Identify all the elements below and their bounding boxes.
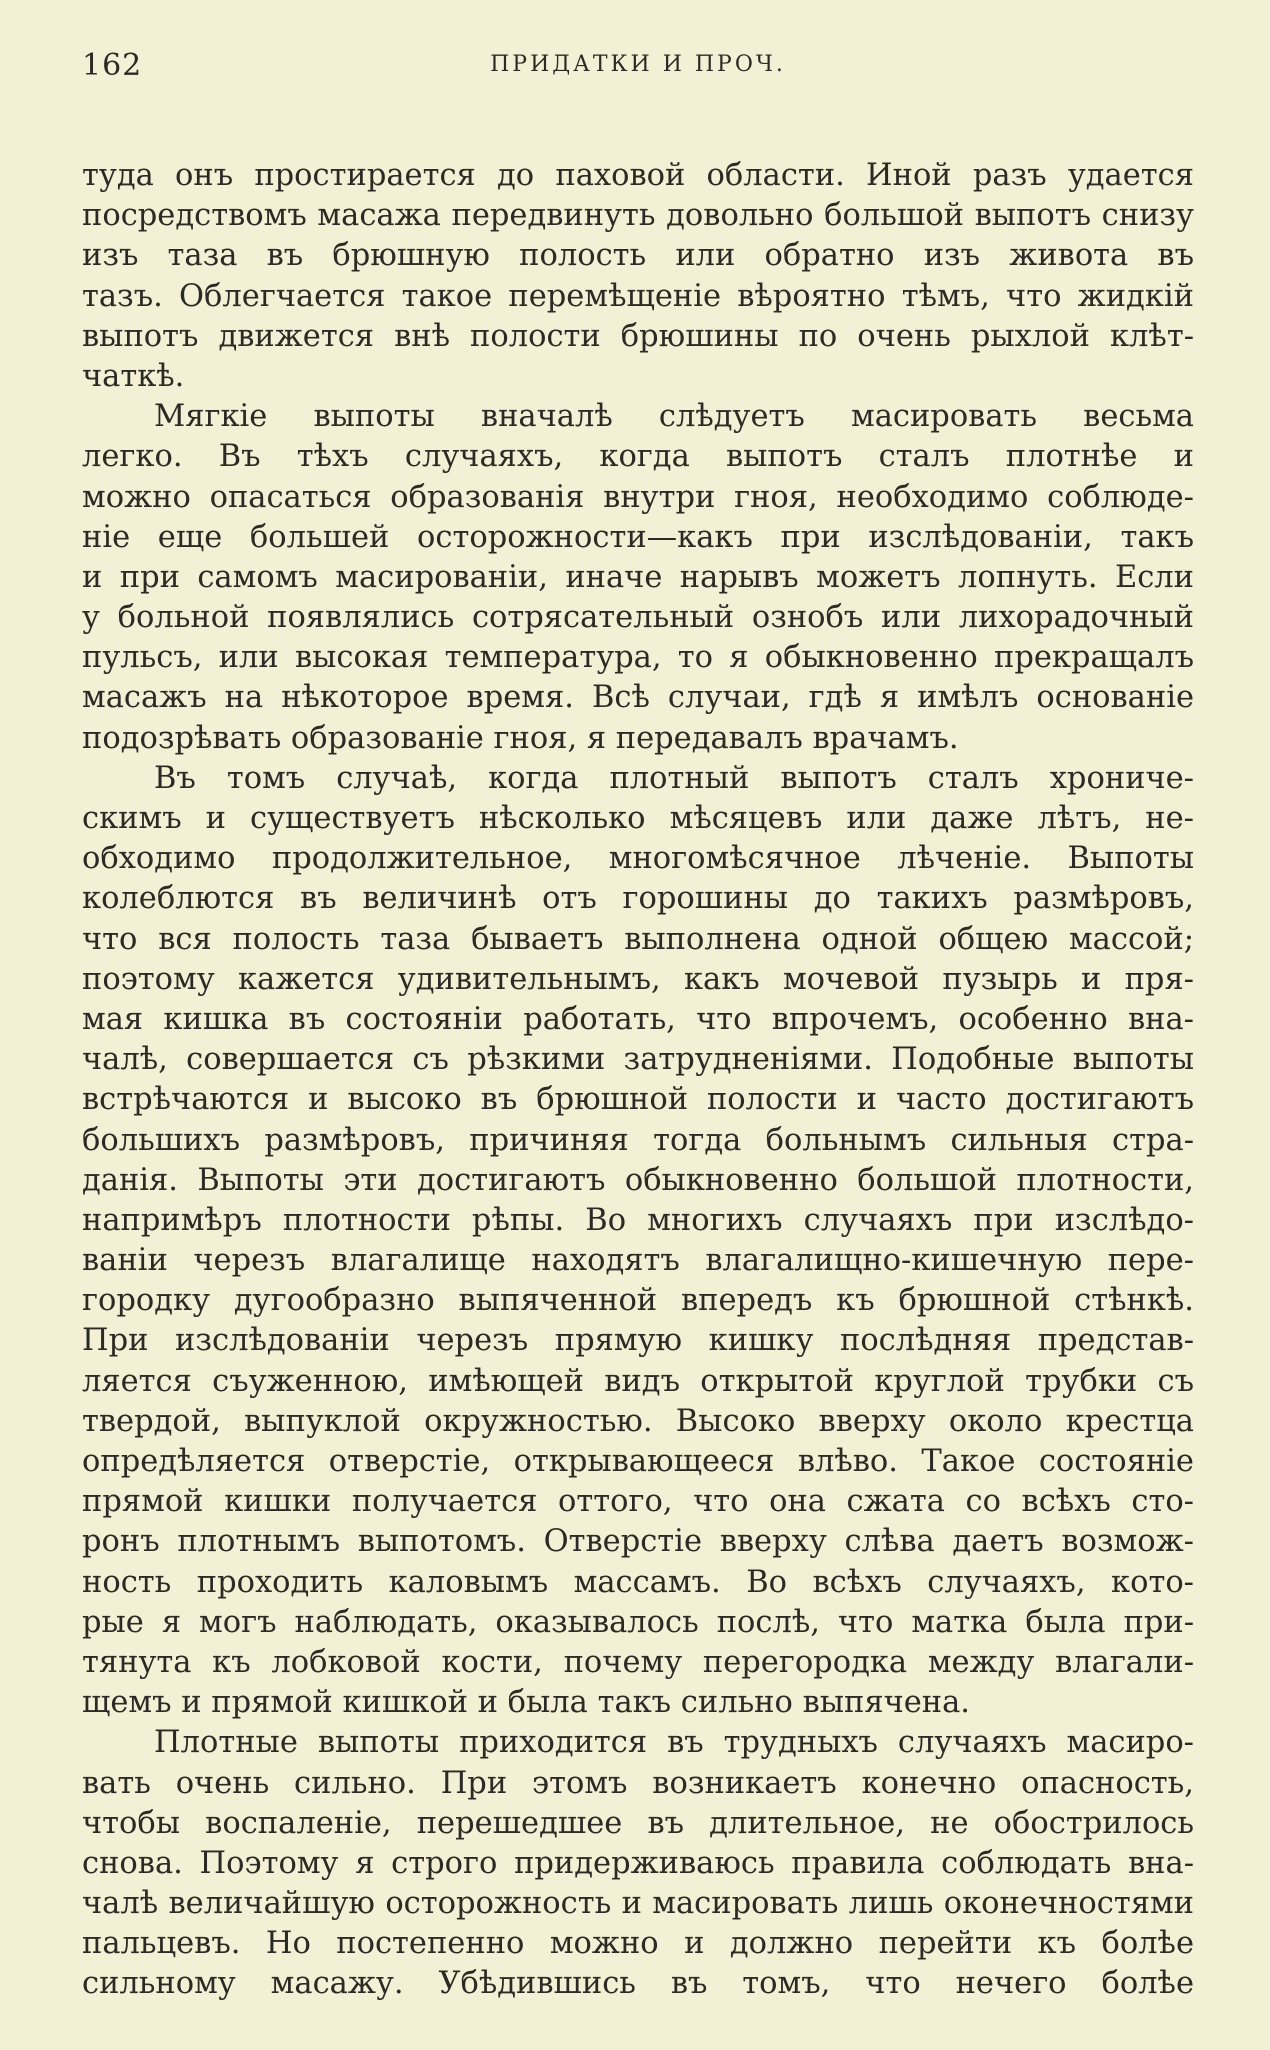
text-line: чалѣ величайшую осторожность и масировать лишь оконечностями	[82, 1886, 1194, 1922]
text-line: При изслѣдованіи черезъ прямую кишку послѣдняя представ-	[82, 1323, 1194, 1359]
text-line: выпотъ движется внѣ полости брюшины по очень рыхлой клѣт-	[82, 318, 1194, 354]
text-line: чтобы воспаленіе, перешедшее въ длительное, не обострилось	[82, 1805, 1194, 1841]
text-line: Мягкіе выпоты вначалѣ слѣдуетъ масировать весьма	[154, 399, 1194, 435]
paragraph-4	[82, 1723, 1194, 2004]
book-page	[82, 40, 1194, 2005]
text-line: ваніи черезъ влагалище находятъ влагалищно-кишечную пере-	[82, 1243, 1194, 1279]
text-line: посредствомъ масажа передвинуть довольно большой выпотъ снизу	[82, 198, 1194, 234]
text-line: ніе еще большей осторожности—какъ при изслѣдованіи, такъ	[82, 519, 1194, 555]
text-line: прямой кишки получается оттого, что она сжата со всѣхъ сто-	[82, 1484, 1194, 1520]
text-line: сильному масажу. Убѣдившись въ томъ, что нечего болѣе	[82, 1966, 1194, 2002]
text-line: встрѣчаются и высоко въ брюшной полости и часто достигаютъ	[82, 1082, 1194, 1118]
text-line: туда онъ простирается до паховой области. Иной разъ удается	[82, 158, 1194, 193]
text-line: можно опасаться образованія внутри гноя, необходимо соблюде-	[82, 479, 1194, 515]
text-line: изъ таза въ брюшную полость или обратно изъ живота въ	[82, 238, 1194, 274]
text-line: поэтому кажется удивительнымъ, какъ мочевой пузырь и пря-	[82, 961, 1194, 997]
text-line: твердой, выпуклой окружностью. Высоко вверху около крестца	[82, 1403, 1194, 1439]
text-line: Въ томъ случаѣ, когда плотный выпотъ сталъ хрониче-	[154, 760, 1194, 796]
text-line: данія. Выпоты эти достигаютъ обыкновенно большой плотности,	[82, 1162, 1194, 1198]
text-line: большихъ размѣровъ, причиняя тогда больнымъ сильныя стра-	[82, 1122, 1194, 1158]
text-line: ляется съуженною, имѣющей видъ открытой круглой трубки съ	[82, 1363, 1194, 1399]
paragraph-3	[82, 759, 1194, 1724]
text-line: напримѣръ плотности рѣпы. Во многихъ случаяхъ при изслѣдо-	[82, 1202, 1194, 1238]
text-line: у больной появлялись сотрясательный ознобъ или лихорадочный	[82, 600, 1194, 636]
text-line: легко. Въ тѣхъ случаяхъ, когда выпотъ сталъ плотнѣе и	[82, 439, 1194, 475]
page-number: 162	[82, 48, 143, 83]
text-line: колеблются въ величинѣ отъ горошины до такихъ размѣровъ,	[82, 881, 1194, 917]
text-line: тазъ. Облегчается такое перемѣщеніе вѣроятно тѣмъ, что жидкій	[82, 278, 1194, 314]
text-line: что вся полость таза бываетъ выполнена одной общею массой;	[82, 921, 1194, 957]
text-line: скимъ и существуетъ нѣсколько мѣсяцевъ или даже лѣтъ, не-	[82, 801, 1194, 836]
text-line: пульсъ, или высокая температура, то я обыкновенно прекращалъ	[82, 640, 1194, 676]
text-line: масажъ на нѣкоторое время. Всѣ случаи, гдѣ я имѣлъ основаніе	[82, 680, 1194, 716]
paragraph-1	[82, 156, 1194, 397]
text-line: ронъ плотнымъ выпотомъ. Отверстіе вверху слѣва даетъ возмож-	[82, 1524, 1194, 1560]
text-line: пальцевъ. Но постепенно можно и должно перейти къ болѣе	[82, 1926, 1194, 1962]
text-line: чалѣ, совершается съ рѣзкими затрудненіями. Подобные выпоты	[82, 1042, 1194, 1078]
text-line: опредѣляется отверстіе, открывающееся влѣво. Такое состояніе	[82, 1444, 1194, 1479]
text-line: городку дугообразно выпяченной впередъ къ брюшной стѣнкѣ.	[82, 1283, 1194, 1319]
text-line: чаткѣ.	[82, 358, 185, 394]
text-line: рые я могъ наблюдать, оказывалось послѣ, что матка была при-	[82, 1604, 1194, 1640]
text-line: и при самомъ масированіи, иначе нарывъ можетъ лопнуть. Если	[82, 559, 1194, 595]
text-line: подозрѣвать образованіе гноя, я передавалъ врачамъ.	[82, 720, 959, 756]
text-line: вать очень сильно. При этомъ возникаетъ конечно опасность,	[82, 1765, 1194, 1801]
running-head: ПРИДАТКИ И ПРОЧ.	[490, 52, 786, 77]
paragraph-2	[82, 397, 1194, 759]
text-line: щемъ и прямой кишкой и была такъ сильно выпячена.	[82, 1685, 970, 1721]
text-line: Плотные выпоты приходится въ трудныхъ случаяхъ масиро-	[154, 1725, 1194, 1761]
text-line: тянута къ лобковой кости, почему перегородка между влагали-	[82, 1644, 1194, 1680]
text-line: ность проходить каловымъ массамъ. Во всѣхъ случаяхъ, кото-	[82, 1564, 1194, 1600]
text-line: снова. Поэтому я строго придерживаюсь правила соблюдать вна-	[82, 1845, 1194, 1881]
page-header	[82, 40, 1194, 90]
text-line: обходимо продолжительное, многомѣсячное лѣченіе. Выпоты	[82, 841, 1194, 877]
body-text	[82, 156, 1194, 2005]
text-line: мая кишка въ состояніи работать, что впрочемъ, особенно вна-	[82, 1001, 1194, 1037]
